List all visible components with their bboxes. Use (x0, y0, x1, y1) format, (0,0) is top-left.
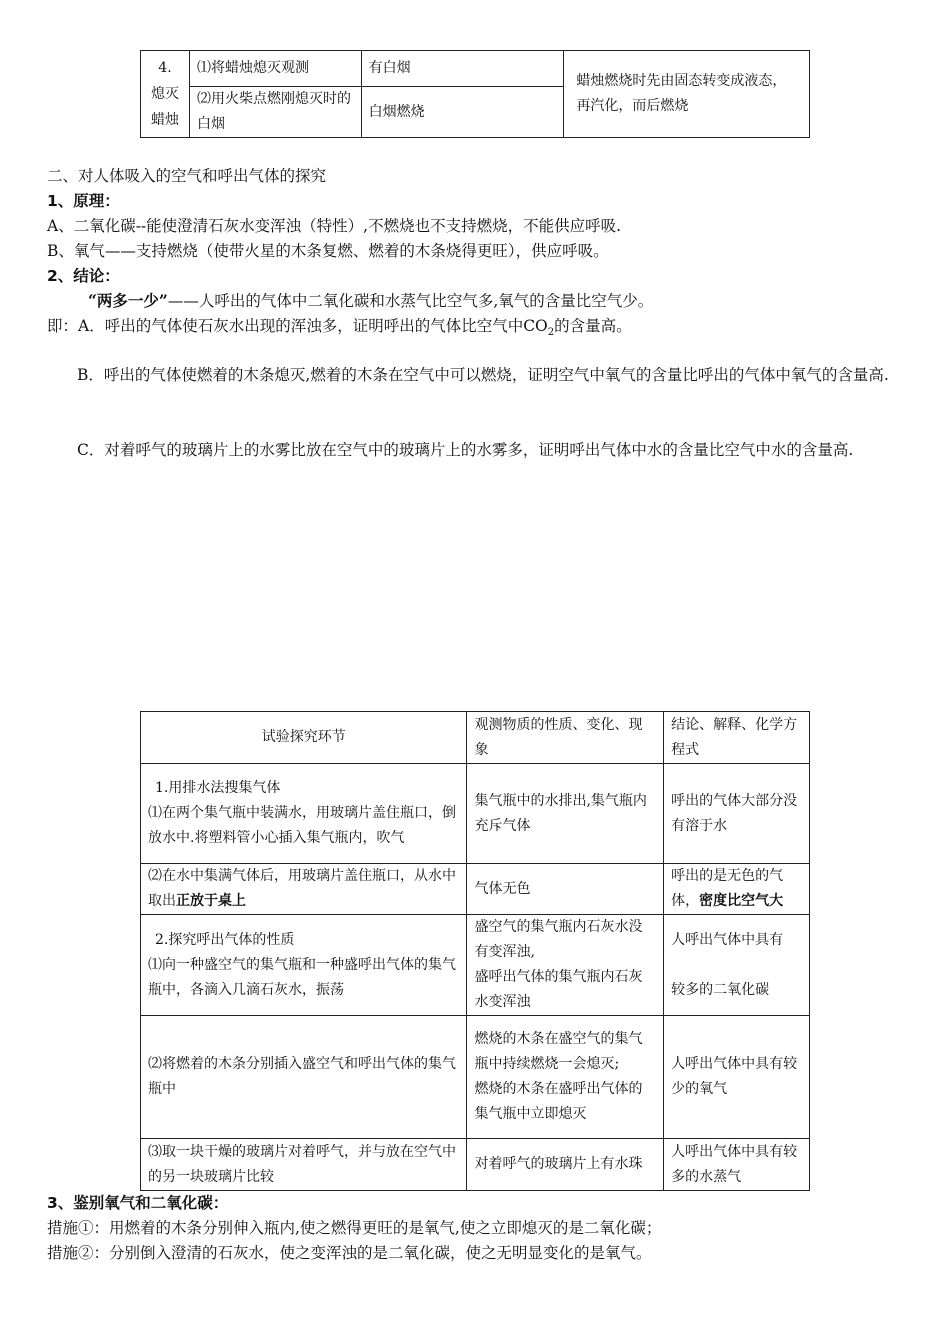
step-cell: ⑴将蜡烛熄灭观测 (189, 51, 361, 87)
conclusion-cell: 呼出的气体大部分没有溶于水 (664, 764, 810, 864)
step-cell: ⑵用火柴点燃刚熄灭时的白烟 (189, 87, 361, 138)
observation-text: 盛呼出气体的集气瓶内石灰水变浑浊 (474, 969, 643, 1010)
section-title: 二、对人体吸入的空气和呼出气体的探究 (47, 167, 327, 185)
observation-cell (467, 915, 664, 1016)
step-cell (141, 915, 467, 1016)
candle-table (140, 50, 810, 138)
point-b: B．呼出的气体使燃着的木条熄灭,燃着的木条在空气中可以燃烧，证明空气中氧气的含量比呼出的气体中氧气的含量高. (77, 366, 889, 384)
slogan-bold: “两多一少” (88, 291, 168, 310)
step-text: ⑴向一种盛空气的集气瓶和一种盛呼出气体的集气瓶中，各滴入几滴石灰水，振荡 (148, 956, 456, 998)
conclusion-cell: 人呼出气体中具有较多的水蒸气 (664, 1139, 810, 1191)
point-a-subscript: 2 (547, 327, 555, 339)
identify-heading: 3、鉴别氧气和二氧化碳： (47, 1194, 229, 1212)
observation-cell: 集气瓶中的水排出,集气瓶内充斥气体 (467, 764, 664, 864)
group-label-cell (141, 51, 190, 138)
method-2: 措施②：分别倒入澄清的石灰水，使之变浑浊的是二氧化碳，使之无明显变化的是氧气。 (47, 1244, 652, 1262)
group-label-line2: 熄灭 (150, 86, 179, 102)
header-cell: 试验探究环节 (141, 712, 467, 764)
step-cell: ⑵将燃着的木条分别插入盛空气和呼出气体的集气瓶中 (141, 1016, 467, 1139)
conclusion-cell (664, 864, 810, 915)
observation-cell: 对着呼气的玻璃片上有水珠 (467, 1139, 664, 1191)
point-a-tail: 的含量高。 (554, 317, 632, 335)
conclusion-text: 较多的二氧化碳 (671, 981, 770, 998)
principle-b: B、氧气——支持燃烧（使带火星的木条复燃、燃着的木条烧得更旺），供应呼吸。 (47, 242, 609, 260)
conclusion-heading: 2、结论： (47, 267, 120, 285)
group-label-line3: 蜡烛 (150, 112, 179, 128)
header-cell: 结论、解释、化学方程式 (664, 712, 810, 764)
principle-heading: 1、原理： (47, 192, 120, 210)
conclusion-cell: 蜡烛燃烧时先由固态转变成液态，再汽化，而后燃烧 (564, 51, 810, 138)
conclusion-text: 人呼出气体中具有 (671, 931, 784, 948)
step-text: ⑵在水中集满气体后，用玻璃片盖住瓶口，从水中取出 (148, 868, 456, 909)
method-1: 措施①：用燃着的木条分别伸入瓶内,使之燃得更旺的是氧气,使之立即熄灭的是二氧化碳； (47, 1219, 662, 1237)
slogan-rest: ——人呼出的气体中二氧化碳和水蒸气比空气多,氧气的含量比空气少。 (167, 292, 654, 310)
step-emphasis: 正放于桌上 (176, 893, 246, 909)
observation-text: 燃烧的木条在盛呼出气体的集气瓶中立即熄灭 (474, 1081, 643, 1122)
conclusion-emphasis: 密度比空气大 (699, 893, 784, 909)
experiment-table (140, 711, 810, 1191)
principle-a: A、二氧化碳--能使澄清石灰水变浑浊（特性）,不燃烧也不支持燃烧，不能供应呼吸. (47, 217, 622, 235)
slogan-line (88, 289, 653, 313)
step-title: 2.探究呼出气体的性质 (155, 931, 295, 948)
point-a (47, 314, 632, 345)
group-label-line1: 4. (158, 60, 172, 76)
conclusion-cell: 人呼出气体中具有较少的氧气 (664, 1016, 810, 1139)
observation-text: 盛空气的集气瓶内石灰水没有变浑浊, (474, 919, 643, 960)
step-cell (141, 764, 467, 864)
observation-cell: 气体无色 (467, 864, 664, 915)
point-a-text: 即：A．呼出的气体使石灰水出现的浑浊多，证明呼出的气体比空气中CO (47, 317, 548, 335)
observation-cell (467, 1016, 664, 1139)
conclusion-cell (664, 915, 810, 1016)
step-cell: ⑶取一块干燥的玻璃片对着呼气，并与放在空气中的另一块玻璃片比较 (141, 1139, 467, 1191)
observation-cell: 白烟燃烧 (361, 87, 564, 138)
observation-text: 燃烧的木条在盛空气的集气瓶中持续燃烧一会熄灭; (474, 1031, 643, 1072)
observation-cell: 有白烟 (361, 51, 564, 87)
step-title: 1.用排水法搜集气体 (155, 780, 281, 796)
point-c: C．对着呼气的玻璃片上的水雾比放在空气中的玻璃片上的水雾多，证明呼出气体中水的含量比空气中水的含量高. (77, 441, 854, 459)
step-text: ⑴在两个集气瓶中装满水，用玻璃片盖住瓶口，倒放水中.将塑料管小心插入集气瓶内，吹气 (148, 805, 456, 846)
conclusion-text: 呼出的是无色的气体， (671, 868, 784, 909)
header-cell: 观测物质的性质、变化、现象 (467, 712, 664, 764)
step-cell (141, 864, 467, 915)
